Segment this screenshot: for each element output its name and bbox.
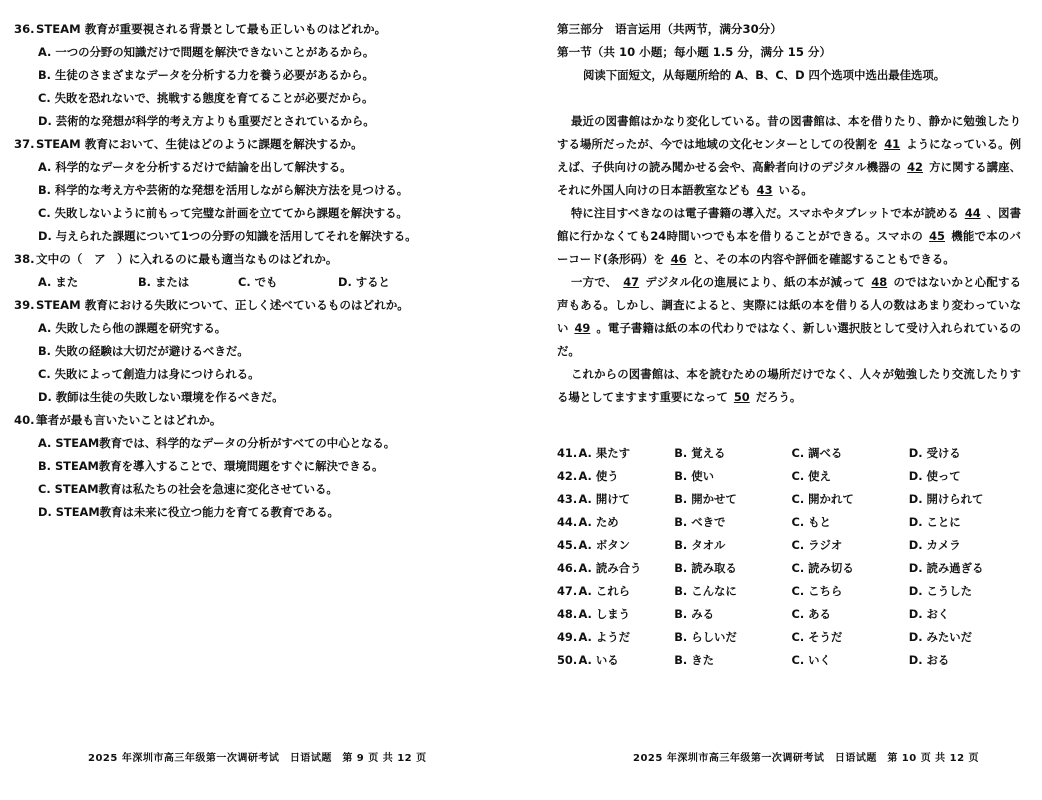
answer-option: C. 失敗を恐れないで、挑戦する態度を育てることが必要だから。: [38, 91, 374, 105]
choice-number: 41.: [557, 446, 578, 460]
choice-option: C. いく: [791, 653, 831, 667]
blank-48: 48: [871, 275, 888, 289]
choice-option: B. こんなに: [674, 584, 737, 598]
blank-42: 42: [907, 160, 923, 174]
answer-option: A. 失敗したら他の課題を研究する。: [38, 321, 227, 335]
choice-number: 50.: [557, 653, 578, 667]
choice-table: [557, 442, 1026, 672]
question-number: 36.: [14, 22, 35, 36]
question-stem: [14, 248, 503, 271]
answer-option: C. でも: [238, 275, 278, 289]
choice-option: C. 使え: [791, 469, 831, 483]
instruction: 阅读下面短文，从每题所给的 A、B、C、D 四个选项中选出最佳选项。: [583, 68, 946, 82]
choice-option: A. これら: [578, 584, 630, 598]
answer-option: D. STEAM教育は未来に役立つ能力を育てる教育である。: [38, 505, 339, 519]
choice-row: [557, 649, 1026, 672]
answer-option: D. 芸術的な発想が科学的考え方よりも重要だとされているから。: [38, 114, 375, 128]
blank-50: 50: [733, 390, 750, 404]
blank-49: 49: [574, 321, 591, 335]
blank-47: 47: [623, 275, 640, 289]
choice-row: [557, 511, 1026, 534]
question-number: 37.: [14, 137, 35, 151]
answer-option: A. 一つの分野の知識だけで問題を解決できないことがあるから。: [38, 45, 375, 59]
blank-45: 45: [929, 229, 945, 243]
answer-option: C. 失敗しないように前もって完璧な計画を立ててから課題を解決する。: [38, 206, 408, 220]
choice-number: 46.: [557, 561, 578, 575]
choice-option: C. こちら: [791, 584, 843, 598]
choice-option: B. 覚える: [674, 446, 726, 460]
choice-option: D. 受ける: [908, 446, 961, 460]
blank-41: 41: [884, 137, 901, 151]
choice-option: B. らしいだ: [674, 630, 737, 644]
answer-option: B. 失敗の経験は大切だが避けるべきだ。: [38, 344, 249, 358]
page-footer: 2025 年深圳市高三年级第一次调研考试 日语试题 第 9 页 共 12 页: [88, 753, 427, 764]
question-stem: [14, 409, 503, 432]
choice-number: 48.: [557, 607, 578, 621]
choice-option: C. 開かれて: [791, 492, 854, 506]
choice-option: C. 調べる: [791, 446, 843, 460]
choice-option: D. 使って: [908, 469, 961, 483]
choice-option: B. 開かせて: [674, 492, 737, 506]
choice-row: [557, 442, 1026, 465]
choice-option: B. きた: [674, 653, 715, 667]
choice-option: B. 使い: [674, 469, 715, 483]
right-page: [521, 0, 1042, 800]
answer-option: A. STEAM教育では、科学的なデータの分析がすべての中心となる。: [38, 436, 396, 450]
choice-option: A. ボタン: [578, 538, 630, 552]
answer-option-row: [14, 271, 503, 294]
choice-option: D. 開けられて: [908, 492, 984, 506]
choice-row: [557, 603, 1026, 626]
choice-option: D. おく: [908, 607, 950, 621]
question-number: 39.: [14, 298, 35, 312]
choice-option: C. ラジオ: [791, 538, 843, 552]
question-stem: [14, 18, 503, 41]
section-title: 第三部分 语言运用（共两节，满分30分）: [557, 22, 782, 36]
choice-option: A. 開けて: [578, 492, 630, 506]
question-text: 文中の（ ア ）に入れるのに最も適当なものはどれか。: [36, 252, 338, 266]
choice-row: [557, 557, 1026, 580]
choice-option: A. しまう: [578, 607, 630, 621]
choice-option: A. ようだ: [578, 630, 630, 644]
answer-option: B. 生徒のさまざまなデータを分析する力を養う必要があるから。: [38, 68, 374, 82]
choice-option: A. ため: [578, 515, 619, 529]
answer-option: A. 科学的なデータを分析するだけで結論を出して解決する。: [38, 160, 352, 174]
question-list: [14, 18, 503, 524]
answer-option: D. 与えられた課題について1つの分野の知識を活用してそれを解決する。: [38, 229, 417, 243]
passage-paragraph: 特に注目すべきなのは電子書籍の導入だ。スマホやタブレットで本が読める 44 、図書館に行かなくても24時間いつでも本を借りることができる。スマホの 45 機能で本のバーコード(条形码）を 46 と、その本の内容や評価を確認することもできる。: [557, 202, 1021, 271]
choice-number: 44.: [557, 515, 578, 529]
choice-option: A. 読み合う: [578, 561, 642, 575]
answer-option: C. STEAM教育は私たちの社会を急速に変化させている。: [38, 482, 338, 496]
choice-option: D. みたいだ: [908, 630, 973, 644]
question-stem: [14, 133, 503, 156]
reading-passage: [557, 110, 1026, 409]
choice-option: A. 使う: [578, 469, 619, 483]
blank-43: 43: [756, 183, 773, 197]
passage-paragraph: 最近の図書館はかなり変化している。昔の図書館は、本を借りたり、静かに勉強したりする場所だったが、今では地域の文化センターとしての役割を 41 ようになっている。例えば、子供向けの読み聞かせる会や、高齢者向けのデジタル機器の 42 方に関する講座、それに外国人向けの日本語教室なども 43 いる。: [557, 110, 1021, 202]
choice-option: D. 読み過ぎる: [908, 561, 984, 575]
choice-option: B. タオル: [674, 538, 726, 552]
choice-row: [557, 488, 1026, 511]
choice-option: C. もと: [791, 515, 831, 529]
answer-option: B. 科学的な考え方や芸術的な発想を活用しながら解決方法を見つける。: [38, 183, 409, 197]
choice-row: [557, 626, 1026, 649]
choice-row: [557, 580, 1026, 603]
choice-option: B. みる: [674, 607, 715, 621]
choice-option: C. そうだ: [791, 630, 843, 644]
choice-option: D. こうした: [908, 584, 973, 598]
passage-paragraph: これからの図書館は、本を読むための場所だけでなく、人々が勉強したり交流したりする場としてますます重要になって 50 だろう。: [557, 363, 1021, 409]
choice-option: C. ある: [791, 607, 831, 621]
answer-option: A. また: [38, 275, 79, 289]
answer-option: D. 教師は生徒の失敗しない環境を作るべきだ。: [38, 390, 284, 404]
blank-46: 46: [670, 252, 687, 266]
choice-option: D. ことに: [908, 515, 961, 529]
question-text: STEAM 教育が重要視される背景として最も正しいものはどれか。: [36, 22, 387, 36]
choice-number: 42.: [557, 469, 578, 483]
question-text: 筆者が最も言いたいことはどれか。: [36, 413, 222, 427]
blank-44: 44: [964, 206, 981, 220]
question-number: 38.: [14, 252, 35, 266]
question-text: STEAM 教育において、生徒はどのように課題を解決するか。: [36, 137, 363, 151]
question-text: STEAM 教育における失敗について、正しく述べているものはどれか。: [36, 298, 409, 312]
choice-option: D. おる: [908, 653, 950, 667]
choice-number: 43.: [557, 492, 578, 506]
choice-number: 47.: [557, 584, 578, 598]
choice-row: [557, 465, 1026, 488]
choice-option: A. いる: [578, 653, 619, 667]
choice-option: D. カメラ: [908, 538, 961, 552]
choice-row: [557, 534, 1026, 557]
answer-option: C. 失敗によって創造力は身につけられる。: [38, 367, 260, 381]
answer-option: D. すると: [338, 275, 390, 289]
choice-option: B. 読み取る: [674, 561, 737, 575]
choice-number: 45.: [557, 538, 578, 552]
answer-option: B. STEAM教育を導入することで、環境問題をすぐに解決できる。: [38, 459, 384, 473]
subsection-title: 第一节（共 10 小题；每小题 1.5 分，满分 15 分）: [557, 45, 832, 59]
answer-option: B. または: [138, 275, 190, 289]
question-number: 40.: [14, 413, 35, 427]
passage-paragraph: 一方で、 47 デジタル化の進展により、紙の本が減って 48 のではないかと心配する声もある。しかし、調査によると、実際には紙の本を借りる人の数はあまり変わっていない 49 。電子書籍は紙の本の代わりではなく、新しい選択肢として受け入れられているのだ。: [557, 271, 1021, 363]
choice-option: A. 果たす: [578, 446, 630, 460]
question-stem: [14, 294, 503, 317]
choice-option: B. べきで: [674, 515, 726, 529]
choice-option: C. 読み切る: [791, 561, 854, 575]
choice-number: 49.: [557, 630, 578, 644]
page-footer: 2025 年深圳市高三年级第一次调研考试 日语试题 第 10 页 共 12 页: [633, 753, 980, 764]
